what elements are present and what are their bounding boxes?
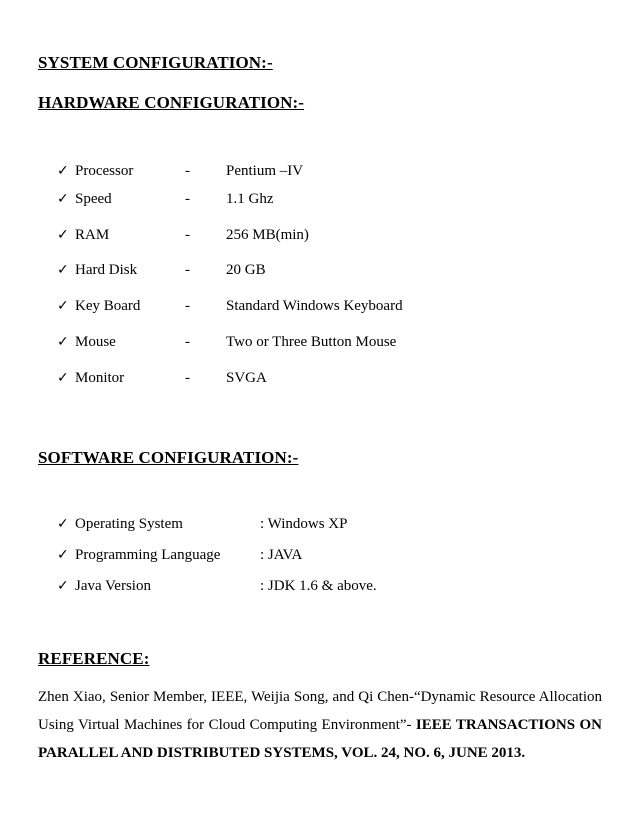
hardware-value-hard-disk: 20 GB [226,262,266,278]
checkmark-icon: ✓ [57,163,69,179]
system-configuration-heading: SYSTEM CONFIGURATION:- [38,53,273,72]
hardware-value-processor: Pentium –IV [226,163,304,179]
reference-journal: IEEE TRANSACTIONS ON PARALLEL AND DISTRIBUTED SYSTEMS, VOL. 24, NO. 6, JUNE 2013. [38,717,602,761]
separator: - [185,163,190,179]
separator: - [185,298,190,314]
hardware-label-ram: RAM [75,227,110,243]
software-value-programming-language: : JAVA [260,547,303,563]
checkmark-icon: ✓ [57,370,69,386]
reference-citation [38,683,602,767]
checkmark-icon: ✓ [57,547,69,563]
software-label-programming-language: Programming Language [75,547,221,563]
software-label-java-version: Java Version [75,578,151,594]
hardware-label-keyboard: Key Board [75,298,141,314]
hardware-label-hard-disk: Hard Disk [75,262,138,278]
separator: - [185,227,190,243]
checkmark-icon: ✓ [57,516,69,532]
checkmark-icon: ✓ [57,334,69,350]
hardware-label-speed: Speed [75,191,112,207]
hardware-label-mouse: Mouse [75,334,116,350]
checkmark-icon: ✓ [57,262,69,278]
checkmark-icon: ✓ [57,191,69,207]
hardware-value-ram: 256 MB(min) [226,227,309,243]
separator: - [185,334,190,350]
separator: - [185,370,190,386]
separator: - [185,191,190,207]
separator: - [185,262,190,278]
reference-text: Zhen Xiao, Senior Member, IEEE, Weijia Song, and Qi Chen-“Dynamic Resource Allocation Using Virtual Machines for Cloud Computing Environment”- [38,689,602,733]
software-value-java-version: : JDK 1.6 & above. [260,578,377,594]
hardware-value-mouse: Two or Three Button Mouse [226,334,397,350]
hardware-value-monitor: SVGA [226,370,267,386]
hardware-value-speed: 1.1 Ghz [226,191,274,207]
checkmark-icon: ✓ [57,227,69,243]
hardware-label-processor: Processor [75,163,134,179]
hardware-label-monitor: Monitor [75,370,125,386]
hardware-configuration-heading: HARDWARE CONFIGURATION:- [38,93,305,112]
software-value-operating-system: : Windows XP [260,516,348,532]
hardware-value-keyboard: Standard Windows Keyboard [226,298,403,314]
software-configuration-heading: SOFTWARE CONFIGURATION:- [38,448,299,467]
software-label-operating-system: Operating System [75,516,183,532]
checkmark-icon: ✓ [57,298,69,314]
reference-heading: REFERENCE: [38,649,150,668]
checkmark-icon: ✓ [57,578,69,594]
